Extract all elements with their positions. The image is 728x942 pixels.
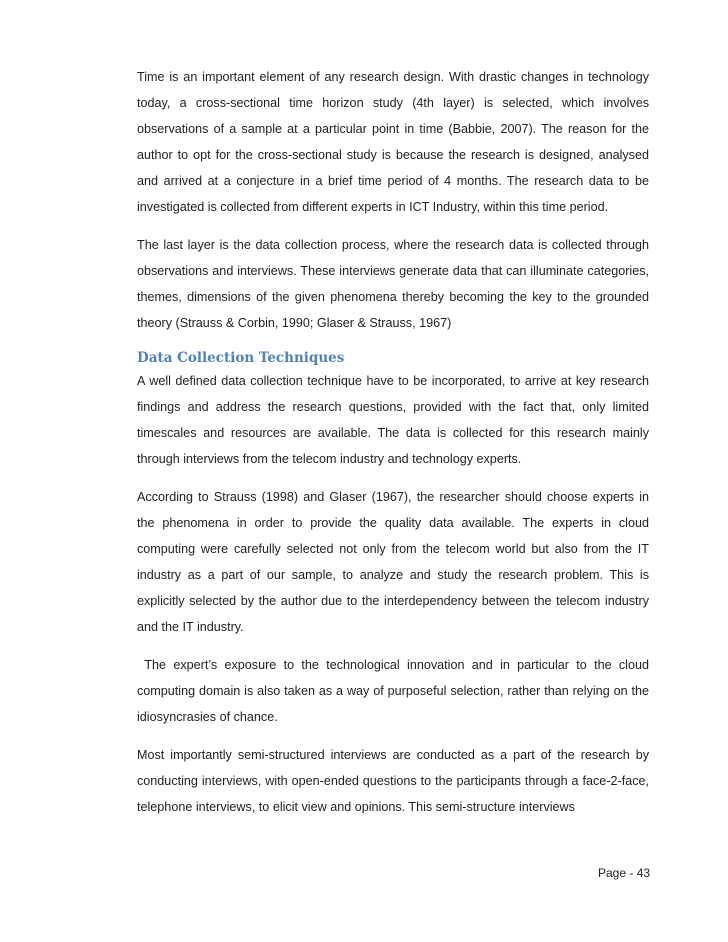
paragraph-purposeful-selection: The expert’s exposure to the technological innovation and in particular to the cloud computing domain is also taken as a way of purposeful selection, rather than relying on the idiosyncrasies of chance. (137, 658, 653, 724)
paragraph-expert-selection: According to Strauss (1998) and Glaser (1967), the researcher should choose experts in the phenomena in order to provide the quality data available. The experts in cloud computing were carefully selected not only from the telecom world but also from the IT industry as a part of our sample, to analyze and study the research problem. This is explicitly selected by the author due to the interdependency between the telecom industry and the IT industry. (137, 490, 649, 634)
paragraph-time-horizon: Time is an important element of any research design. With drastic changes in technology today, a cross-sectional time horizon study (4th layer) is selected, which involves observations of a sample at a particular point in time (Babbie, 2007). The reason for the author to opt for the cross-sectional study is because the research is designed, analysed and arrived at a conjecture in a brief time period of 4 months. The research data to be investigated is collected from different experts in ICT Industry, within this time period. (137, 70, 649, 214)
section-heading: Data Collection Techniques (137, 350, 345, 366)
paragraph-semi-structured: Most importantly semi-structured interviews are conducted as a part of the research by conducting interviews, with open-ended questions to the participants through a face-2-face, telephone interviews, to elicit view and opinions. This semi-structure interviews (137, 748, 649, 814)
page-body (137, 64, 653, 832)
paragraph-data-collection-layer: The last layer is the data collection process, where the research data is collected through observations and interviews. These interviews generate data that can illuminate categories, themes, dimensions of the given phenomena thereby becoming the key to the grounded theory (Strauss & Corbin, 1990; Glaser & Strauss, 1967) (137, 238, 649, 330)
page-number: Page - 43 (598, 866, 651, 880)
paragraph-technique: A well defined data collection technique have to be incorporated, to arrive at key research findings and address the research questions, provided with the fact that, only limited timescales and resources are available. The data is collected for this research mainly through interviews from the telecom industry and technology experts. (137, 374, 649, 466)
